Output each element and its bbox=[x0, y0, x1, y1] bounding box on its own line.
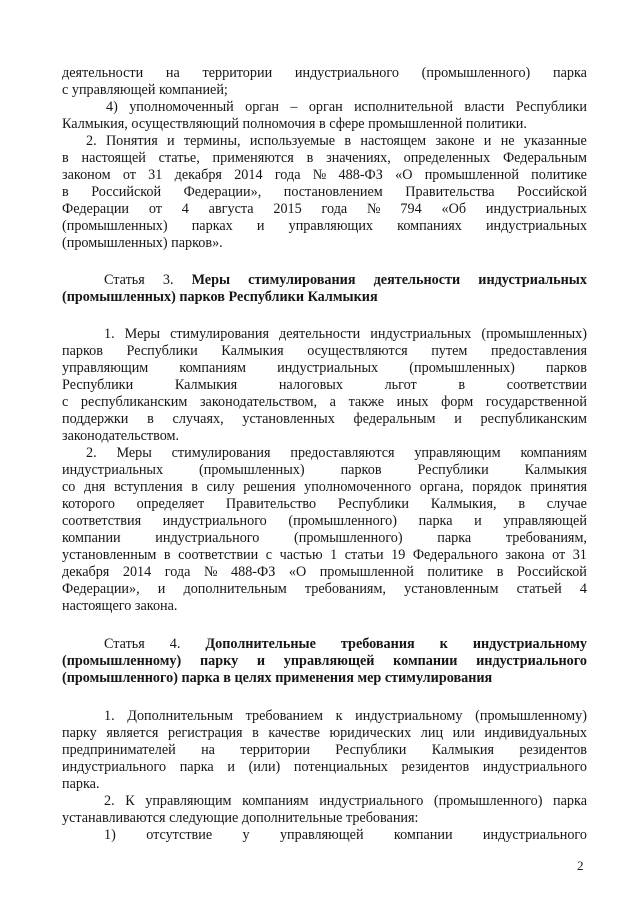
word: применяются bbox=[212, 150, 294, 166]
word: индустриального bbox=[294, 65, 399, 81]
word: парка bbox=[179, 759, 214, 775]
word: с bbox=[62, 394, 69, 410]
word: от bbox=[122, 167, 136, 183]
text-line bbox=[86, 445, 587, 462]
word: 31 bbox=[572, 547, 587, 563]
word: 1) bbox=[104, 827, 116, 843]
word: налоговых bbox=[278, 377, 343, 393]
word: компаниям bbox=[520, 445, 587, 461]
word: Дополнительные bbox=[205, 636, 316, 652]
word: решения bbox=[243, 479, 296, 495]
word: стимулирования bbox=[248, 272, 356, 288]
text-line bbox=[62, 725, 587, 742]
word: дня bbox=[84, 479, 106, 495]
word: установленным bbox=[404, 581, 499, 597]
word: стимулирования bbox=[170, 326, 269, 342]
word: лиц bbox=[420, 725, 444, 741]
word: иных bbox=[396, 394, 429, 410]
word: компании bbox=[393, 827, 453, 843]
text-line bbox=[62, 201, 587, 218]
word: индустриальному bbox=[355, 708, 463, 724]
word: (промышленных) bbox=[199, 462, 305, 478]
word: в bbox=[306, 150, 314, 166]
word: Российской bbox=[516, 564, 587, 580]
word: (промышленных) bbox=[481, 326, 587, 342]
word: статьей bbox=[516, 581, 562, 597]
word: (промышленных) bbox=[62, 218, 168, 234]
word: в bbox=[518, 496, 526, 512]
word: статьи bbox=[344, 547, 384, 563]
word: требованием bbox=[245, 708, 323, 724]
word: Республики bbox=[417, 462, 489, 478]
word: является bbox=[106, 725, 159, 741]
word: 19 bbox=[391, 547, 406, 563]
word: в bbox=[147, 411, 154, 427]
word: Калмыкия bbox=[524, 462, 587, 478]
word: дополнительным bbox=[183, 581, 287, 597]
word: 31 bbox=[148, 167, 163, 183]
word: а bbox=[329, 394, 336, 410]
word: статье, bbox=[158, 150, 200, 166]
word: порядок bbox=[472, 479, 522, 495]
text-line bbox=[62, 547, 587, 564]
word: требованиям, bbox=[505, 530, 587, 546]
word: 2. bbox=[104, 793, 115, 809]
text-line: парка. bbox=[62, 776, 100, 792]
word: Федеральным bbox=[502, 150, 587, 166]
text-line: с управляющей компанией; bbox=[62, 82, 228, 98]
word: управляющим bbox=[414, 445, 501, 461]
word: 2. bbox=[86, 133, 97, 149]
word: федеральным bbox=[353, 411, 436, 427]
word: индустриального bbox=[155, 530, 260, 546]
word: в bbox=[252, 725, 259, 741]
word: уполномоченный bbox=[129, 99, 234, 115]
text-line bbox=[104, 793, 587, 810]
word: настоящем bbox=[360, 133, 427, 149]
word: вступления bbox=[113, 479, 183, 495]
text-line bbox=[62, 496, 587, 513]
word: 1. bbox=[104, 708, 115, 724]
word: компании bbox=[62, 530, 121, 546]
word: Калмыкия, bbox=[430, 496, 497, 512]
page-number: 2 bbox=[577, 858, 584, 873]
word: года bbox=[321, 201, 348, 217]
word: (промышленных) bbox=[409, 360, 515, 376]
word: принятия bbox=[530, 479, 587, 495]
word: 4) bbox=[106, 99, 118, 115]
word: в bbox=[163, 547, 171, 563]
word: территории bbox=[240, 742, 310, 758]
text-line: законодательством. bbox=[62, 428, 180, 444]
word: индустриальных bbox=[485, 201, 587, 217]
word: Правительство bbox=[225, 496, 317, 512]
text-line bbox=[62, 530, 587, 547]
word: № bbox=[367, 201, 381, 217]
word: года bbox=[164, 564, 191, 580]
word: значениях, bbox=[326, 150, 391, 166]
text-line bbox=[104, 272, 587, 289]
text-line bbox=[62, 581, 587, 598]
word: компании bbox=[393, 653, 458, 669]
word: органа, bbox=[419, 479, 464, 495]
word: на bbox=[201, 742, 215, 758]
word: индустриальных bbox=[478, 272, 587, 288]
word: исполнительной bbox=[354, 99, 454, 115]
word: в bbox=[62, 184, 69, 200]
word: парка bbox=[418, 513, 453, 529]
word: 1. bbox=[104, 326, 115, 342]
text-line bbox=[62, 742, 587, 759]
word: (или) bbox=[248, 759, 281, 775]
word: со bbox=[62, 479, 76, 495]
text-line: Калмыкия, осуществляющий полномочия в сфере промышленной политики. bbox=[62, 116, 527, 132]
word: Понятия bbox=[105, 133, 158, 149]
word: силу bbox=[206, 479, 235, 495]
word: Республики bbox=[62, 377, 134, 393]
word: декабря bbox=[174, 167, 222, 183]
word: в bbox=[458, 377, 466, 393]
text-line bbox=[62, 218, 587, 235]
word: установленным bbox=[62, 547, 157, 563]
word: стимулирования bbox=[171, 445, 271, 461]
text-line bbox=[62, 513, 587, 530]
word: законодательством, bbox=[199, 394, 318, 410]
word: индустриального bbox=[482, 827, 587, 843]
word: уполномоченного bbox=[304, 479, 412, 495]
word: парку bbox=[199, 653, 239, 669]
word: индустриального bbox=[482, 759, 587, 775]
word: качестве bbox=[268, 725, 320, 741]
word: с bbox=[265, 547, 273, 563]
word: Федерального bbox=[412, 547, 498, 563]
word: Российской bbox=[91, 184, 162, 200]
text-line bbox=[62, 167, 587, 184]
word: индустриальному bbox=[472, 636, 587, 652]
word: Дополнительным bbox=[127, 708, 233, 724]
word: 4. bbox=[169, 636, 181, 652]
word: Правительства bbox=[405, 184, 495, 200]
word: территории bbox=[202, 65, 273, 81]
word: индустриального bbox=[319, 793, 424, 809]
word: индустриального bbox=[476, 653, 587, 669]
word: 2015 bbox=[273, 201, 302, 217]
word: Российской bbox=[517, 184, 587, 200]
word: 1 bbox=[330, 547, 338, 563]
word: в bbox=[62, 150, 69, 166]
word: 2. bbox=[86, 445, 97, 461]
word: управляющим bbox=[62, 360, 149, 376]
word: от bbox=[148, 201, 162, 217]
word: власти bbox=[464, 99, 505, 115]
word: орган bbox=[308, 99, 343, 115]
word: парка bbox=[552, 65, 587, 81]
word: (промышленного) bbox=[421, 65, 531, 81]
word: Республики bbox=[515, 99, 587, 115]
word: резидентов bbox=[519, 742, 587, 758]
word: управляющей bbox=[283, 653, 375, 669]
word: предпринимателей bbox=[62, 742, 176, 758]
word: установленных bbox=[242, 411, 335, 427]
word: предоставляются bbox=[290, 445, 395, 461]
text-line: (промышленных) парков». bbox=[62, 235, 223, 251]
text-line bbox=[62, 377, 587, 394]
word: и bbox=[474, 513, 482, 529]
word: промышленной bbox=[319, 564, 414, 580]
word: политике bbox=[427, 564, 484, 580]
word: государственной bbox=[485, 394, 587, 410]
word: требованиям, bbox=[304, 581, 386, 597]
word: отсутствие bbox=[146, 827, 213, 843]
word: (промышленному) bbox=[62, 653, 182, 669]
word: «О bbox=[395, 167, 413, 183]
word: (промышленного) bbox=[294, 530, 403, 546]
text-line bbox=[62, 150, 587, 167]
word: 3. bbox=[162, 272, 174, 288]
word: предоставления bbox=[490, 343, 587, 359]
word: случае bbox=[546, 496, 587, 512]
word: или bbox=[452, 725, 475, 741]
word: индустриальных bbox=[277, 360, 379, 376]
text-line bbox=[104, 708, 587, 725]
word: и bbox=[157, 581, 166, 597]
word: законом bbox=[62, 167, 111, 183]
word: юридических bbox=[329, 725, 412, 741]
word: также bbox=[348, 394, 385, 410]
word: в bbox=[344, 133, 352, 149]
word: индустриального bbox=[62, 759, 167, 775]
word: частью bbox=[279, 547, 323, 563]
word: требования bbox=[340, 636, 415, 652]
word: форм bbox=[441, 394, 474, 410]
word: соответствия bbox=[62, 513, 142, 529]
word: Калмыкия bbox=[174, 377, 238, 393]
text-line bbox=[106, 99, 587, 116]
word: поддержки bbox=[62, 411, 129, 427]
text-line: (промышленного) парка в целях применения мер стимулирования bbox=[62, 670, 493, 686]
text-line bbox=[62, 65, 587, 82]
text-line bbox=[62, 479, 587, 496]
word: льгот bbox=[384, 377, 417, 393]
word: деятельности bbox=[279, 326, 361, 342]
word: (промышленного) bbox=[288, 513, 397, 529]
word: управляющей bbox=[279, 827, 364, 843]
text-line bbox=[62, 394, 587, 411]
word: индустриальных bbox=[370, 326, 472, 342]
word: и bbox=[227, 759, 235, 775]
word: компаниям bbox=[242, 793, 309, 809]
word: Статья bbox=[104, 636, 145, 652]
word: не bbox=[500, 133, 515, 149]
word: Республики bbox=[335, 742, 407, 758]
word: – bbox=[290, 99, 298, 115]
word: Меры bbox=[124, 326, 161, 342]
word: законе bbox=[435, 133, 475, 149]
word: 2014 bbox=[234, 167, 263, 183]
word: и bbox=[454, 411, 462, 427]
word: определенных bbox=[403, 150, 491, 166]
word: к bbox=[439, 636, 448, 652]
word: и bbox=[256, 653, 266, 669]
word: Калмыкия bbox=[431, 742, 495, 758]
word: которого bbox=[62, 496, 115, 512]
word: № bbox=[203, 564, 218, 580]
word: от bbox=[552, 547, 566, 563]
word: резидентов bbox=[401, 759, 470, 775]
word: в bbox=[191, 479, 198, 495]
word: 488-ФЗ bbox=[338, 167, 383, 183]
word: парку bbox=[62, 725, 97, 741]
word: управляющих bbox=[288, 218, 374, 234]
word: закона bbox=[505, 547, 545, 563]
word: парках bbox=[191, 218, 233, 234]
word: термины, bbox=[183, 133, 241, 149]
word: Калмыкия bbox=[221, 343, 284, 359]
word: в bbox=[496, 564, 504, 580]
word: компаниях bbox=[397, 218, 462, 234]
word: августа bbox=[208, 201, 254, 217]
text-line bbox=[104, 326, 587, 343]
word: (промышленному) bbox=[475, 708, 587, 724]
word: К bbox=[125, 793, 135, 809]
word: деятельности bbox=[62, 65, 144, 81]
word: Республики bbox=[337, 496, 410, 512]
word: постановлением bbox=[283, 184, 383, 200]
word: парков bbox=[62, 343, 103, 359]
text-line bbox=[62, 759, 587, 776]
word: парков bbox=[340, 462, 382, 478]
word: «Об bbox=[441, 201, 467, 217]
text-line: настоящего закона. bbox=[62, 598, 178, 614]
word: на bbox=[165, 65, 180, 81]
text-line: устанавливаются следующие дополнительные требования: bbox=[62, 810, 419, 826]
word: Статья bbox=[104, 272, 145, 288]
text-line bbox=[62, 360, 587, 377]
word: Федерации», bbox=[62, 581, 140, 597]
word: орган bbox=[245, 99, 279, 115]
word: 794 bbox=[400, 201, 422, 217]
word: Меры bbox=[116, 445, 152, 461]
word: соответствии bbox=[178, 547, 259, 563]
word: промышленной bbox=[424, 167, 519, 183]
word: «О bbox=[288, 564, 307, 580]
text-line: (промышленных) парков Республики Калмыкия bbox=[62, 289, 378, 305]
word: республиканским bbox=[80, 394, 188, 410]
word: политике bbox=[531, 167, 587, 183]
word: Федерации bbox=[62, 201, 130, 217]
text-line bbox=[62, 564, 587, 581]
word: индустриального bbox=[162, 513, 267, 529]
word: настоящей bbox=[81, 150, 146, 166]
word: Республики bbox=[126, 343, 198, 359]
word: № bbox=[312, 167, 327, 183]
word: и bbox=[256, 218, 265, 234]
word: 4 bbox=[181, 201, 189, 217]
word: управляющим bbox=[145, 793, 232, 809]
word: и bbox=[167, 133, 175, 149]
word: 4 bbox=[579, 581, 587, 597]
text-line bbox=[62, 653, 587, 670]
word: парка bbox=[437, 530, 472, 546]
word: индустриальных bbox=[485, 218, 587, 234]
text-line bbox=[86, 133, 587, 150]
text-line bbox=[104, 636, 587, 653]
text-line bbox=[62, 411, 587, 428]
word: соответствии bbox=[506, 377, 587, 393]
word: компаниям bbox=[179, 360, 246, 376]
word: определяет bbox=[136, 496, 205, 512]
word: случаях, bbox=[172, 411, 224, 427]
word: 488-ФЗ bbox=[231, 564, 276, 580]
word: осуществляются bbox=[307, 343, 408, 359]
word: (промышленного) bbox=[433, 793, 543, 809]
word: индустриальных bbox=[62, 462, 164, 478]
word: Меры bbox=[191, 272, 231, 288]
word: к bbox=[335, 708, 343, 724]
word: парков bbox=[546, 360, 587, 376]
word: используемые bbox=[249, 133, 336, 149]
word: индивидуальных bbox=[484, 725, 587, 741]
text-line bbox=[62, 184, 587, 201]
text-line bbox=[62, 462, 587, 479]
word: Федерации», bbox=[183, 184, 262, 200]
word: и bbox=[483, 133, 492, 149]
text-line bbox=[104, 827, 587, 844]
word: парка bbox=[553, 793, 587, 809]
text-line bbox=[62, 343, 587, 360]
word: 2014 bbox=[122, 564, 152, 580]
word: путем bbox=[431, 343, 468, 359]
word: у bbox=[242, 827, 250, 843]
word: декабря bbox=[62, 564, 110, 580]
word: года bbox=[274, 167, 301, 183]
word: регистрация bbox=[167, 725, 243, 741]
word: управляющей bbox=[503, 513, 587, 529]
word: республиканским bbox=[480, 411, 587, 427]
word: указанные bbox=[523, 133, 587, 149]
word: деятельности bbox=[373, 272, 461, 288]
word: потенциальных bbox=[293, 759, 388, 775]
